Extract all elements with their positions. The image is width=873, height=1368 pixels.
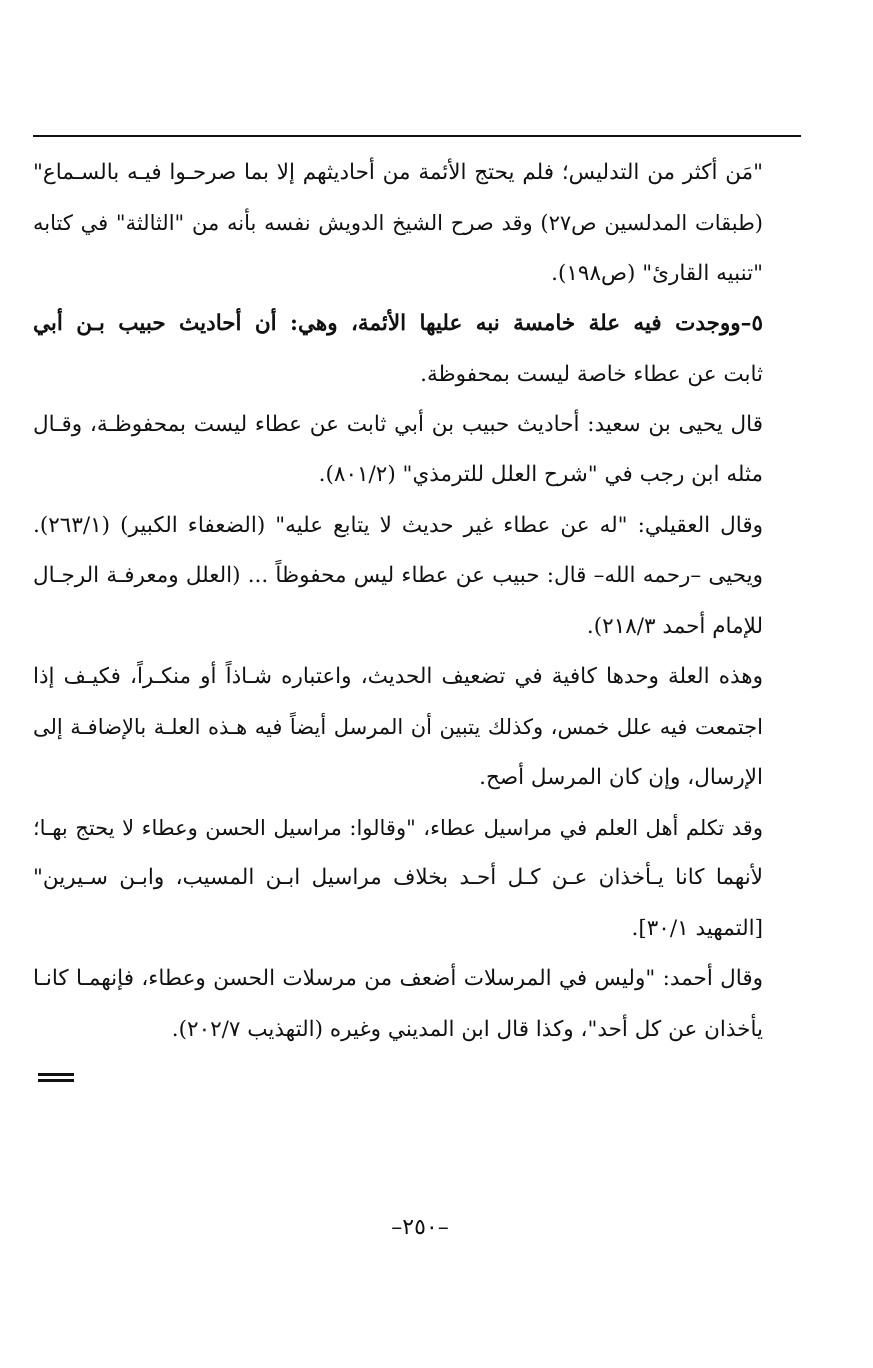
- text-line: قال يحيى بن سعيد: أحاديث حبيب بن أبي ثابت عن عطاء ليست بمحفوظـة، وقـال: [33, 411, 763, 437]
- text-line: ثابت عن عطاء خاصة ليست بمحفوظة.: [420, 361, 763, 387]
- text-line: يأخذان عن كل أحد"، وكذا قال ابن المديني وغيره (التهذيب ٢٠٢/٧).: [171, 1016, 763, 1042]
- text-line: ويحيى –رحمه الله– قال: حبيب عن عطاء ليس محفوظاً ... (العلل ومعرفـة الرجـال: [33, 563, 763, 589]
- end-mark-stroke: [38, 1079, 74, 1082]
- text-line: مثله ابن رجب في "شرح العلل للترمذي" (٨٠١/٢).: [318, 462, 763, 488]
- text-line: "مَن أكثر من التدليس؛ فلم يحتج الأئمة من أحاديثهم إلا بما صرحـوا فيـه بالسـماع": [33, 160, 763, 185]
- text-line: وقد تكلم أهل العلم في مراسيل عطاء، "وقالوا: مراسيل الحسن وعطاء لا يحتج بهـا؛: [33, 816, 763, 841]
- text-line: وقال العقيلي: "له عن عطاء غير حديث لا يتابع عليه" (الضعفاء الكبير) (٢٦٣/١).: [33, 512, 763, 538]
- text-line: اجتمعت فيه علل خمس، وكذلك يتبين أن المرسل أيضاً فيه هـذه العلـة بالإضافـة إلى: [33, 715, 763, 740]
- header-rule: [33, 135, 801, 137]
- text-line: الإرسال، وإن كان المرسل أصح.: [479, 764, 763, 790]
- text-line: ٥–ووجدت فيه علة خامسة نبه عليها الأئمة، وهي: أن أحاديث حبيب بـن أبي: [33, 311, 763, 337]
- text-line: للإمام أحمد ٢١٨/٣).: [586, 613, 763, 639]
- text-line: (طبقات المدلسين ص٢٧) وقد صرح الشيخ الدويش نفسه بأنه من "الثالثة" في كتابه: [33, 211, 763, 236]
- text-line: وقال أحمد: "وليس في المرسلات أضعف من مرسلات الحسن وعطاء، فإنهمـا كانـا: [33, 966, 763, 992]
- text-line: [التمهيد ٣٠/١].: [631, 915, 763, 941]
- page-number: –٢٥٠–: [391, 1215, 449, 1240]
- text-line: "تنبيه القارئ" (ص١٩٨).: [551, 260, 763, 286]
- text-line: وهذه العلة وحدها كافية في تضعيف الحديث، واعتباره شـاذاً أو منكـراً، فكيـف إذا: [33, 663, 763, 689]
- end-mark-stroke: [38, 1073, 74, 1076]
- section-end-mark: [38, 1070, 74, 1084]
- text-line: لأنهما كانا يـأخذان عـن كـل أحـد بخلاف مراسيل ابـن المسيب، وابـن سـيرين": [33, 865, 763, 891]
- body-text: [33, 148, 763, 1055]
